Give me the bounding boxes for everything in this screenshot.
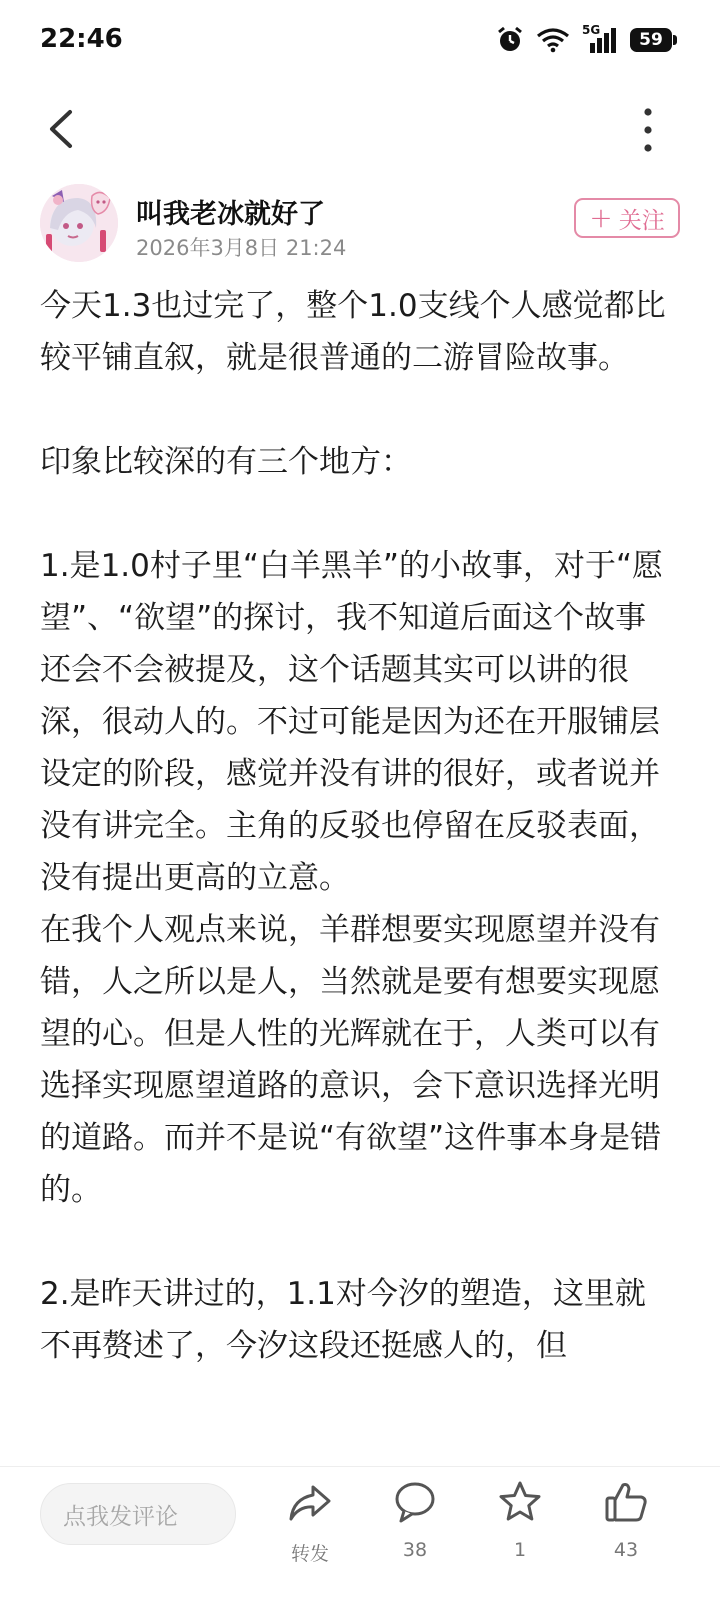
follow-label: 关注 <box>618 207 665 234</box>
back-button[interactable] <box>40 104 90 154</box>
bottom-action-bar <box>0 1466 720 1605</box>
post-timestamp: 2026年3月8日 21:24 <box>136 236 347 260</box>
avatar[interactable] <box>40 184 118 262</box>
paragraph-spacer <box>40 1216 672 1268</box>
status-icons <box>496 24 672 56</box>
comment-placeholder: 点我发评论 <box>63 1503 178 1530</box>
post-paragraph: 1.是1.0村子里“白羊黑羊”的小故事，对于“愿望”、“欲望”的探讨，我不知道后面这个故事还会不会被提及，这个话题其实可以讲的很深，很动人的。不过可能是因为还在开服铺层设定的阶段，感觉并没有讲的很好，或者说并没有讲完全。主角的反驳也停留在反驳表面，没有提出更高的立意。 <box>40 548 664 896</box>
status-time: 22:46 <box>40 24 123 54</box>
post-paragraph: 在我个人观点来说，羊群想要实现愿望并没有错，人之所以是人，当然就是要有想要实现愿望的心。但是人性的光辉就在于，人类可以有选择实现愿望道路的意识，会下意识选择光明的道路。而并不是说“有欲望”这件事本身是错的。 <box>40 912 662 1208</box>
more-button[interactable] <box>636 102 660 158</box>
comment-count: 38 <box>402 1539 428 1561</box>
favorite-button[interactable] <box>480 1479 560 1579</box>
thumbs-up-icon <box>603 1479 649 1525</box>
post-body <box>40 280 672 1460</box>
back-arrow-icon <box>40 104 90 154</box>
comment-button[interactable] <box>375 1479 455 1579</box>
post-paragraph: 今天1.3也过完了，整个1.0支线个人感觉都比较平铺直叙，就是很普通的二游冒险故事。 <box>40 288 666 376</box>
nav-bar <box>0 90 720 170</box>
share-icon <box>287 1479 333 1525</box>
comment-input[interactable] <box>40 1483 236 1545</box>
favorite-count: 1 <box>513 1539 527 1561</box>
paragraph-spacer <box>40 384 672 436</box>
more-vertical-icon <box>636 102 660 158</box>
post-paragraph: 印象比较深的有三个地方： <box>40 444 412 480</box>
paragraph-spacer <box>40 488 672 540</box>
signal-icon <box>582 25 618 55</box>
author-row <box>40 184 680 264</box>
network-type: 5G <box>582 23 601 37</box>
wifi-icon <box>536 27 570 53</box>
plus-icon: + <box>589 201 613 234</box>
status-bar <box>0 0 720 80</box>
comment-icon <box>392 1479 438 1525</box>
battery-level: 59 <box>639 30 663 50</box>
battery-icon <box>630 28 672 52</box>
like-count: 43 <box>613 1539 639 1561</box>
share-button[interactable] <box>270 1479 350 1579</box>
star-icon <box>497 1479 543 1525</box>
follow-button[interactable] <box>574 198 680 238</box>
like-button[interactable] <box>586 1479 666 1579</box>
alarm-icon <box>496 26 524 54</box>
post-paragraph: 2.是昨天讲过的，1.1对今汐的塑造，这里就不再赘述了，今汐这段还挺感人的，但 <box>40 1276 646 1364</box>
share-label: 转发 <box>290 1543 329 1565</box>
author-name[interactable]: 叫我老冰就好了 <box>136 199 325 230</box>
